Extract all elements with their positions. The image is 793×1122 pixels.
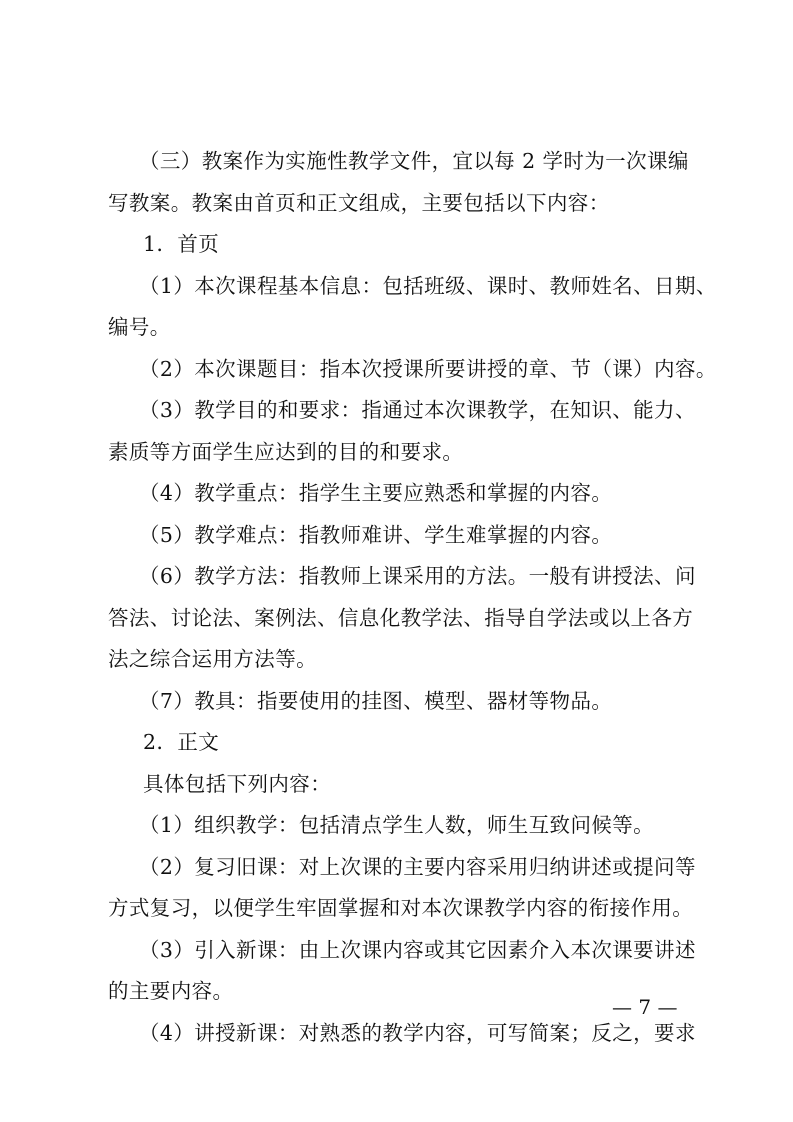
paragraph-line: 具体包括下列内容： [143, 771, 332, 796]
paragraph-line: （2）本次课题目：指本次授课所要讲授的章、节（课）内容。 [139, 356, 717, 381]
section-heading: 2．正文 [143, 730, 220, 754]
paragraph-line: （1）组织教学：包括清点学生人数，师生互致问候等。 [139, 813, 655, 837]
paragraph-line: 素质等方面学生应达到的目的和要求。 [108, 439, 464, 464]
paragraph-line: 的主要内容。 [108, 979, 234, 1003]
paragraph-line: （2）复习旧课：对上次课的主要内容采用归纳讲述或提问等 [139, 854, 696, 879]
paragraph-line: （3）教学目的和要求：指通过本次课教学，在知识、能力、 [139, 398, 696, 422]
paragraph-line: （6）教学方法：指教师上课采用的方法。一般有讲授法、问 [139, 564, 696, 588]
paragraph-line: （4）讲授新课：对熟悉的教学内容，可写简案；反之，要求 [139, 1020, 696, 1045]
paragraph-line: 答法、讨论法、案例法、信息化教学法、指导自学法或以上各方 [108, 605, 694, 630]
paragraph-line: 法之综合运用方法等。 [108, 647, 317, 671]
paragraph-line: 编号。 [108, 315, 171, 339]
paragraph-line: （三）教案作为实施性教学文件，宜以每 2 学时为一次课编 [139, 149, 689, 173]
paragraph-line: 方式复习，以便学生牢固掌握和对本次课教学内容的衔接作用。 [108, 896, 694, 920]
paragraph-line: （4）教学重点：指学生主要应熟悉和掌握的内容。 [139, 481, 613, 505]
paragraph-line: （1）本次课程基本信息：包括班级、课时、教师姓名、日期、 [139, 273, 717, 298]
section-heading: 1．首页 [143, 232, 220, 256]
document-body [108, 141, 717, 1054]
paragraph-line: （3）引入新课：由上次课内容或其它因素介入本次课要讲述 [139, 937, 696, 962]
page-number: — 7 — [612, 995, 678, 1019]
paragraph-line: （5）教学难点：指教师难讲、学生难掌握的内容。 [139, 522, 613, 547]
paragraph-line: （7）教具：指要使用的挂图、模型、器材等物品。 [139, 688, 613, 713]
paragraph-line: 写教案。教案由首页和正文组成，主要包括以下内容： [108, 190, 610, 215]
